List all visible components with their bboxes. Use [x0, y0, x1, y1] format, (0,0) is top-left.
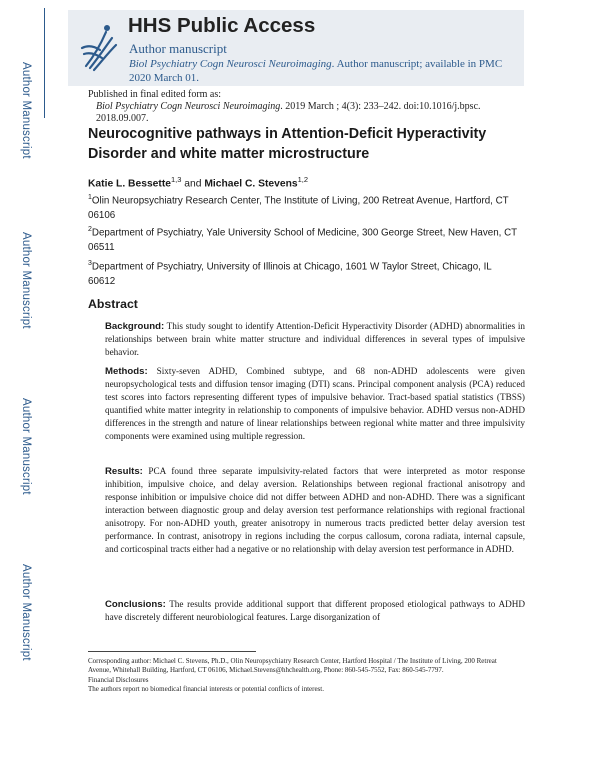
abstract-conclusions [105, 598, 525, 624]
affiliation-2-text: Department of Psychiatry, Yale University School of Medicine, 300 George Street, New Haven, CT 06511 [88, 227, 517, 254]
published-journal: Biol Psychiatry Cogn Neurosci Neuroimaging [96, 100, 281, 112]
header-subtitle: Author manuscript [129, 41, 227, 56]
hhs-header [68, 10, 524, 86]
footnote-divider [88, 651, 256, 652]
abstract-methods [105, 365, 525, 443]
author-list [88, 175, 308, 189]
affiliation-2 [88, 222, 520, 255]
header-divider [44, 8, 45, 118]
results-label: Results: [105, 466, 143, 477]
footnotes [88, 657, 520, 694]
published-details: . 2019 March ; 4(3): 233–242. doi:10.1016/j.bpsc. [280, 100, 481, 112]
published-citation [88, 101, 481, 113]
abstract-background [105, 320, 525, 359]
correspondence-note: Corresponding author: Michael C. Stevens, Ph.D., Olin Neuropsychiatry Research Center, Hartford Hospital / The Institute of Living, 200 Retreat Avenue, Whitehall Building, Hartford, CT 06106, Michael.Stevens@hhchealth.org, Phone: 860-545-7552, Fax: 860-545-7797. [88, 657, 497, 675]
side-label-3: Author Manuscript [20, 398, 32, 495]
author-and: and [181, 178, 205, 190]
background-label: Background: [105, 321, 165, 332]
header-availability: . Author manuscript; available in PMC 2020 March 01. [129, 58, 503, 84]
affiliation-2-num: 2 [88, 226, 92, 233]
published-in [88, 89, 481, 124]
header-journal[interactable]: Biol Psychiatry Cogn Neurosci Neuroimaging [129, 58, 332, 70]
affiliation-1-num: 1 [88, 194, 92, 201]
conclusions-text: The results provide additional support that different proposed etiological pathways to ADHD have discretely different neurobiological features. Large disorganization of [105, 599, 525, 622]
affiliation-3-text: Department of Psychiatry, University of Illinois at Chicago, 1601 W Taylor Street, Chicago, IL 60612 [88, 261, 492, 288]
side-label-4: Author Manuscript [20, 564, 32, 661]
article-title: Neurocognitive pathways in Attention-Deficit Hyperactivity Disorder and white matter microstructure [88, 126, 487, 162]
published-doi[interactable]: 2018.09.007. [96, 112, 149, 124]
author-2-affil: 1,2 [297, 175, 309, 184]
side-label-1: Author Manuscript [20, 62, 32, 159]
conclusions-label: Conclusions: [105, 599, 166, 610]
header-citation [129, 57, 524, 85]
affiliation-3 [88, 256, 520, 289]
abstract-results [105, 465, 525, 556]
disclosures-text: The authors report no biomedical financial interests or potential conflicts of interest. [88, 684, 324, 693]
affiliation-3-num: 3 [88, 260, 92, 267]
results-text: PCA found three separate impulsivity-related factors that were interpreted as motor response inhibition, impulsive choice, and delay aversion. Relationships between regional fractional anisotropy and response inhibition or impulsive choice did not differ between ADHD and non-ADHD. There was a significant interaction between diagnostic group and delay aversion test performance relationships with regional fractional anisotropy. For non-ADHD youth, greater anisotropy in numerous tracts predicted better delay aversion test performance. In contrast, anisotropy in regions including the corpus callosum, corona radiata, internal capsule, and corticospinal tracts either had a negative or no relationship with delay aversion test performance in ADHD. [105, 466, 525, 554]
disclosures-heading: Financial Disclosures [88, 675, 149, 684]
published-label: Published in final edited form as: [88, 89, 222, 100]
affiliation-1 [88, 190, 520, 223]
methods-text: Sixty-seven ADHD, Combined subtype, and 68 non-ADHD adolescents were given neuropsychological tests and diffusion tensor imaging (DTI) scans. Principal component analysis (PCA) reduced test scores into factors representing different types of impulsive behavior. Tract-based spatial statistics (TBSS) quantified white matter integrity in relationship to components of impulsive behavior. ADHD versus non-ADHD differences in the strength and nature of linear relationships between regional white matter and three impulsivity components were examined using multiple regression. [105, 366, 525, 441]
author-1-affil: 1,3 [170, 175, 182, 184]
author-2[interactable]: Michael C. Stevens [204, 178, 298, 190]
background-text: This study sought to identify Attention-Deficit Hyperactivity Disorder (ADHD) abnormalities in relationships between brain white matter structure and individual differences in several types of impulsive behavior. [105, 321, 525, 357]
side-label-2: Author Manuscript [20, 232, 32, 329]
methods-label: Methods: [105, 366, 148, 377]
author-1[interactable]: Katie L. Bessette [88, 178, 171, 190]
affiliation-1-text: Olin Neuropsychiatry Research Center, The Institute of Living, 200 Retreat Avenue, Hartford, CT 06106 [88, 195, 509, 222]
hhs-eagle-icon [76, 18, 120, 78]
abstract-heading: Abstract [88, 297, 138, 311]
header-title: HHS Public Access [128, 14, 316, 37]
